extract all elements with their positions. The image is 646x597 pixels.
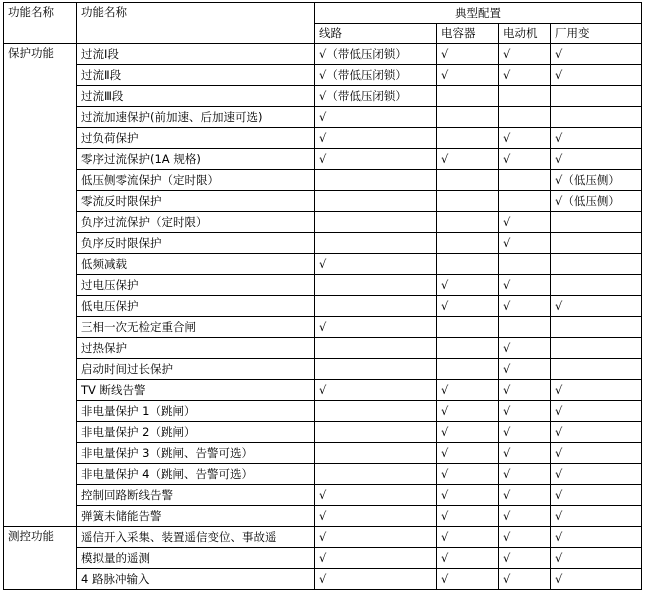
motor-cell xyxy=(499,170,551,191)
function-cell: 过负荷保护 xyxy=(77,128,315,149)
line-cell: √（带低压闭锁） xyxy=(315,65,437,86)
motor-cell: √ xyxy=(499,65,551,86)
table-row xyxy=(4,65,642,86)
table-row xyxy=(4,296,642,317)
capacitor-cell: √ xyxy=(437,527,499,548)
function-cell: 过电压保护 xyxy=(77,275,315,296)
capacitor-cell: √ xyxy=(437,296,499,317)
table-row xyxy=(4,212,642,233)
transformer-cell xyxy=(551,317,642,338)
capacitor-cell: √ xyxy=(437,569,499,590)
transformer-cell: √（低压侧） xyxy=(551,170,642,191)
transformer-cell: √ xyxy=(551,44,642,65)
function-cell: 模拟量的遥测 xyxy=(77,548,315,569)
function-cell: 负序过流保护（定时限） xyxy=(77,212,315,233)
line-cell: √ xyxy=(315,107,437,128)
line-cell xyxy=(315,401,437,422)
line-cell: √ xyxy=(315,380,437,401)
line-cell xyxy=(315,359,437,380)
line-cell: √ xyxy=(315,527,437,548)
capacitor-cell xyxy=(437,170,499,191)
header-category: 功能名称 xyxy=(4,3,77,44)
motor-cell: √ xyxy=(499,464,551,485)
motor-cell: √ xyxy=(499,422,551,443)
motor-cell: √ xyxy=(499,275,551,296)
function-cell: 过流Ⅲ段 xyxy=(77,86,315,107)
line-cell: √ xyxy=(315,506,437,527)
transformer-cell: √ xyxy=(551,443,642,464)
motor-cell: √ xyxy=(499,149,551,170)
function-cell: 4 路脉冲输入 xyxy=(77,569,315,590)
motor-cell: √ xyxy=(499,401,551,422)
line-cell: √（带低压闭锁） xyxy=(315,86,437,107)
line-cell xyxy=(315,443,437,464)
table-row xyxy=(4,443,642,464)
transformer-cell: √ xyxy=(551,128,642,149)
table-row xyxy=(4,338,642,359)
header-transformer: 厂用变 xyxy=(551,24,642,44)
line-cell xyxy=(315,212,437,233)
function-cell: 负序反时限保护 xyxy=(77,233,315,254)
capacitor-cell xyxy=(437,191,499,212)
table-row xyxy=(4,422,642,443)
capacitor-cell: √ xyxy=(437,485,499,506)
table-row xyxy=(4,128,642,149)
function-cell: 过热保护 xyxy=(77,338,315,359)
function-cell: 非电量保护 3（跳闸、告警可选） xyxy=(77,443,315,464)
function-cell: 非电量保护 1（跳闸） xyxy=(77,401,315,422)
transformer-cell xyxy=(551,338,642,359)
capacitor-cell: √ xyxy=(437,401,499,422)
header-typical-config: 典型配置 xyxy=(315,3,642,24)
capacitor-cell: √ xyxy=(437,65,499,86)
capacitor-cell: √ xyxy=(437,380,499,401)
transformer-cell xyxy=(551,233,642,254)
line-cell xyxy=(315,170,437,191)
header-line: 线路 xyxy=(315,24,437,44)
function-cell: 过流加速保护(前加速、后加速可选) xyxy=(77,107,315,128)
capacitor-cell: √ xyxy=(437,548,499,569)
function-cell: 零流反时限保护 xyxy=(77,191,315,212)
capacitor-cell xyxy=(437,317,499,338)
motor-cell: √ xyxy=(499,548,551,569)
transformer-cell xyxy=(551,107,642,128)
line-cell: √ xyxy=(315,485,437,506)
line-cell xyxy=(315,338,437,359)
capacitor-cell xyxy=(437,359,499,380)
capacitor-cell xyxy=(437,107,499,128)
table-row xyxy=(4,170,642,191)
motor-cell: √ xyxy=(499,233,551,254)
line-cell: √ xyxy=(315,548,437,569)
table-row xyxy=(4,380,642,401)
line-cell xyxy=(315,464,437,485)
table-row xyxy=(4,275,642,296)
capacitor-cell: √ xyxy=(437,149,499,170)
motor-cell xyxy=(499,317,551,338)
motor-cell: √ xyxy=(499,506,551,527)
transformer-cell: √ xyxy=(551,506,642,527)
transformer-cell: √ xyxy=(551,548,642,569)
capacitor-cell: √ xyxy=(437,506,499,527)
function-cell: 低电压保护 xyxy=(77,296,315,317)
transformer-cell xyxy=(551,212,642,233)
motor-cell: √ xyxy=(499,296,551,317)
header-capacitor: 电容器 xyxy=(437,24,499,44)
transformer-cell: √ xyxy=(551,464,642,485)
motor-cell: √ xyxy=(499,380,551,401)
line-cell xyxy=(315,275,437,296)
table-row xyxy=(4,191,642,212)
table-row xyxy=(4,569,642,590)
motor-cell: √ xyxy=(499,527,551,548)
capacitor-cell xyxy=(437,233,499,254)
function-cell: 零序过流保护(1A 规格) xyxy=(77,149,315,170)
line-cell: √ xyxy=(315,149,437,170)
capacitor-cell: √ xyxy=(437,44,499,65)
transformer-cell: √ xyxy=(551,380,642,401)
function-cell: 非电量保护 2（跳闸） xyxy=(77,422,315,443)
transformer-cell: √ xyxy=(551,65,642,86)
function-cell: 三相一次无检定重合闸 xyxy=(77,317,315,338)
header-row-1 xyxy=(4,3,642,24)
capacitor-cell xyxy=(437,128,499,149)
category-cell: 保护功能 xyxy=(4,44,77,527)
function-cell: 非电量保护 4（跳闸、告警可选） xyxy=(77,464,315,485)
motor-cell: √ xyxy=(499,485,551,506)
motor-cell xyxy=(499,107,551,128)
table-row xyxy=(4,107,642,128)
function-cell: 低频减载 xyxy=(77,254,315,275)
category-cell: 测控功能 xyxy=(4,527,77,590)
capacitor-cell xyxy=(437,254,499,275)
function-config-table xyxy=(3,2,642,590)
motor-cell xyxy=(499,86,551,107)
function-cell: 启动时间过长保护 xyxy=(77,359,315,380)
function-cell: 低压侧零流保护（定时限） xyxy=(77,170,315,191)
line-cell xyxy=(315,233,437,254)
transformer-cell xyxy=(551,359,642,380)
line-cell: √ xyxy=(315,569,437,590)
header-motor: 电动机 xyxy=(499,24,551,44)
table-row xyxy=(4,44,642,65)
table-row xyxy=(4,149,642,170)
function-cell: 控制回路断线告警 xyxy=(77,485,315,506)
transformer-cell: √ xyxy=(551,149,642,170)
table-row xyxy=(4,548,642,569)
motor-cell xyxy=(499,191,551,212)
capacitor-cell xyxy=(437,212,499,233)
motor-cell: √ xyxy=(499,338,551,359)
function-cell: 过流Ⅰ段 xyxy=(77,44,315,65)
motor-cell: √ xyxy=(499,359,551,380)
table-row xyxy=(4,464,642,485)
capacitor-cell: √ xyxy=(437,275,499,296)
line-cell: √ xyxy=(315,317,437,338)
transformer-cell: √ xyxy=(551,527,642,548)
capacitor-cell: √ xyxy=(437,464,499,485)
table-row xyxy=(4,233,642,254)
line-cell xyxy=(315,191,437,212)
capacitor-cell xyxy=(437,86,499,107)
table-body xyxy=(4,3,642,590)
function-cell: 弹簧未储能告警 xyxy=(77,506,315,527)
transformer-cell: √ xyxy=(551,485,642,506)
transformer-cell: √ xyxy=(551,401,642,422)
line-cell: √（带低压闭锁） xyxy=(315,44,437,65)
transformer-cell: √ xyxy=(551,422,642,443)
table-row xyxy=(4,359,642,380)
motor-cell: √ xyxy=(499,128,551,149)
motor-cell xyxy=(499,254,551,275)
table-row xyxy=(4,254,642,275)
function-cell: 过流Ⅱ段 xyxy=(77,65,315,86)
table-row xyxy=(4,401,642,422)
motor-cell: √ xyxy=(499,569,551,590)
motor-cell: √ xyxy=(499,212,551,233)
transformer-cell xyxy=(551,254,642,275)
table-row xyxy=(4,527,642,548)
function-cell: TV 断线告警 xyxy=(77,380,315,401)
header-function: 功能名称 xyxy=(77,3,315,44)
capacitor-cell xyxy=(437,338,499,359)
transformer-cell: √（低压侧） xyxy=(551,191,642,212)
motor-cell: √ xyxy=(499,44,551,65)
line-cell: √ xyxy=(315,128,437,149)
table-row xyxy=(4,86,642,107)
transformer-cell xyxy=(551,86,642,107)
table-row xyxy=(4,317,642,338)
capacitor-cell: √ xyxy=(437,443,499,464)
transformer-cell: √ xyxy=(551,569,642,590)
capacitor-cell: √ xyxy=(437,422,499,443)
line-cell: √ xyxy=(315,254,437,275)
table-row xyxy=(4,506,642,527)
function-cell: 遥信开入采集、装置遥信变位、事故遥 xyxy=(77,527,315,548)
line-cell xyxy=(315,296,437,317)
table-row xyxy=(4,485,642,506)
transformer-cell xyxy=(551,275,642,296)
transformer-cell: √ xyxy=(551,296,642,317)
motor-cell: √ xyxy=(499,443,551,464)
line-cell xyxy=(315,422,437,443)
